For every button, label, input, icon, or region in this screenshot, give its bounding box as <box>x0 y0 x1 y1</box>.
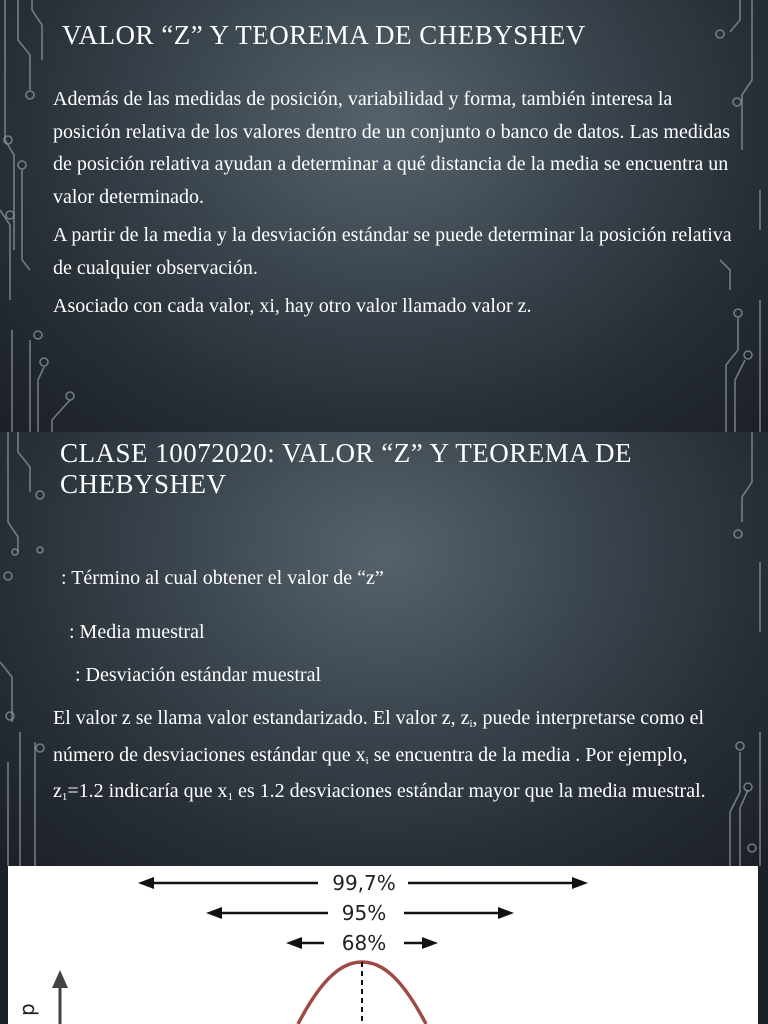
paragraph: Además de las medidas de posición, variabilidad y forma, también interesa la posición relativa de los valores dentro de un conjunto o banco de datos. Las medidas de posición relativa ayudan a determinar a qué distancia de la media se encuentra un valor determinado. <box>53 88 731 208</box>
paragraph: A partir de la media y la desviación estándar se puede determinar la posición relativa de cualquier observación. <box>53 224 732 279</box>
normal-distribution-figure <box>8 866 758 1024</box>
text-run: , puede interpretarse como el número de desviaciones estándar que x <box>53 707 705 766</box>
text-run: se encuentra de la media . Por ejemplo, z <box>53 743 688 802</box>
subscript: 1 <box>227 791 234 803</box>
arrowhead <box>422 937 438 949</box>
arrowhead <box>498 907 514 919</box>
text-run: es 1.2 desviaciones estándar mayor que la media muestral. <box>233 780 706 802</box>
text-run: El valor z se llama valor estandarizado. El valor z, z <box>53 707 470 729</box>
subscript: 1 <box>61 791 68 803</box>
slide-1 <box>0 0 768 432</box>
slide-1-title: VALOR “Z” Y TEOREMA DE CHEBYSHEV <box>62 20 586 50</box>
term-xi-description: : Término al cual obtener el valor de “z” <box>61 567 384 589</box>
arrowhead <box>286 937 302 949</box>
paragraph: Asociado con cada valor, xi, hay otro valor llamado valor z. <box>53 295 532 317</box>
y-axis-arrowhead <box>52 970 68 988</box>
term-mean-description: : Media muestral <box>69 621 205 643</box>
normal-curve-diagram <box>8 866 758 1024</box>
y-axis-label: p <box>15 1003 39 1016</box>
label-95-percent: 95% <box>341 901 387 925</box>
arrowhead <box>206 907 222 919</box>
term-sd-description: : Desviación estándar muestral <box>75 664 322 686</box>
arrowhead <box>138 877 154 889</box>
subscript: i <box>469 718 473 730</box>
label-99-7-percent: 99,7% <box>332 871 396 895</box>
slide-1-body <box>53 83 738 329</box>
label-68-percent: 68% <box>341 931 387 955</box>
arrowhead <box>572 877 588 889</box>
subscript: i <box>365 754 369 767</box>
text-run: =1.2 indicaría que x <box>67 780 228 802</box>
slide-2-body <box>53 700 738 816</box>
slide-2-title: CLASE 10072020: VALOR “Z” Y TEOREMA DE CHEBYSHEV <box>60 438 632 499</box>
slide-2 <box>0 432 768 866</box>
paragraph <box>53 700 738 810</box>
